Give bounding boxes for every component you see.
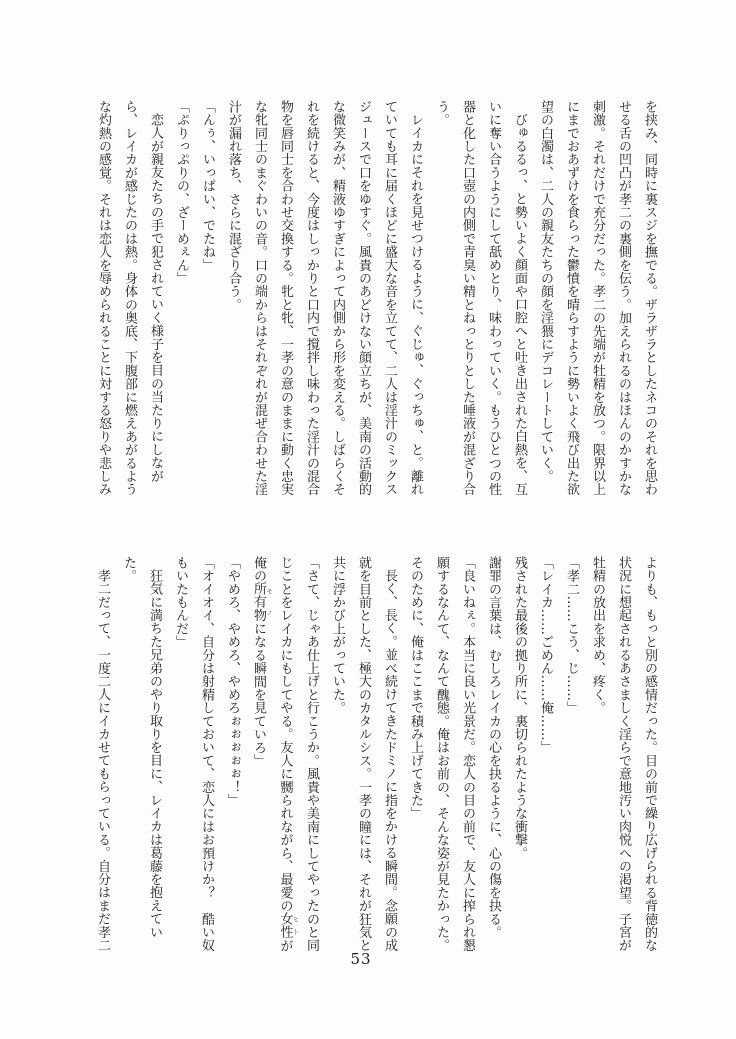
text-column: 願するなんて、なんて醜態。俺はお前の、そんな姿が見たかった。 [434,556,449,952]
text-column: 「やめろ、やめろ、やめろぉぉぉぉぉ！」 [225,556,240,807]
text-column: 「孝二……こう、じ……」 [564,556,579,715]
page-number: 53 [350,950,372,968]
text-column: 「ぷりっぷりの、ざーめぇん」 [174,100,189,285]
text-column: せる舌の凹凸が孝二の裏側を伝う。加えられるのはほんのかすかな [616,100,631,496]
text-column: ジュースで口をゆすぐ。風貴のあどけない顔立ちが、美南の活動的 [356,100,371,496]
text-column: 汁が漏れ落ち、さらに混ざり合う。 [226,100,241,312]
text-block-top [90,100,662,506]
text-column: 「良いねぇ。本当に良い光景だ。恋人の目の前で、友人に搾られ懇 [460,556,475,952]
text-column: よりも、もっと別の感情だった。目の前で繰り広げられる背徳的な [642,556,657,952]
text-column: 刺激。それだけで充分だった。孝二の先端が牡精を放つ。限界以上 [590,100,605,496]
text-column: う。 [434,100,449,127]
text-column: いに奪い合うようにして舐めとり、味わっていく。もうひとつの性 [486,100,501,496]
text-column: な微笑みが、精液ゆすぎによって内側から形を変える。しばらくそ [330,100,345,496]
text-column: 共に浮かび上がっていた。 [330,556,345,715]
text-column: じことをレイカにもしてやる。友人に嬲られながら、最愛の女性 ヒトが [277,556,299,953]
text-column: 謝罪の言葉は、むしろレイカの心を抉るように、心の傷を抉る。 [486,556,501,939]
ruby-annotated-word: 所有物 モノ [251,582,272,623]
text-column: 器と化した口壺の内側で青臭い精とねっとりとした唾液が混ざり合 [460,100,475,496]
text-column: にまでおあずけを食らった鬱憤を晴らすように勢いよく飛び出た欲 [564,100,579,496]
text-block-bottom [89,556,662,962]
text-column: な灼熱の感覚。それは恋人を辱められることに対する怒りや悲しみ [96,100,111,496]
text-column: びゅるるっ、と勢いよく顔面や口腔へと吐き出された白熱を、互 [512,113,527,496]
ruby-annotated-word: 女性 ヒト [277,912,299,939]
text-column: 就を目前とした、極大のカタルシス。一孝の瞳には、それが狂気と [356,556,371,952]
text-column: 孝二だって、一度二人にイカせてもらっている。自分はまだ孝二 [95,569,110,952]
text-column: た。 [121,556,136,583]
text-column: 状況に想起されるあさましく淫らで意地汚い肉悦への渇望。子宮が [616,556,631,952]
text-column: 「んぅ、いっぱい、でたね」 [200,100,215,272]
text-column: 「レイカ……ごめん……俺……」 [538,556,553,754]
text-column: 「さて、じゃあ仕上げと行こうか。風貴や美南にしてやったのと同 [304,556,319,952]
text-column: れを続けると、今度はしっかりと口内で撹拌し味わった淫汁の混合 [304,100,319,496]
text-column: 残された最後の拠り所に、裏切られたような衝撃。 [512,556,527,860]
text-column: 長く、長く。並べ続けてきたドミノに指をかける瞬間。念願の成 [382,569,397,952]
text-column: 狂気に満ちた兄弟のやり取りを目に、レイカは葛藤を抱えてい [147,569,162,939]
text-column: を挟み、同時に裏スジを撫でる。ザラザラとしたネコのそれを思わ [642,100,657,496]
text-column: そのために、俺はここまで積み上げてきた」 [408,556,423,820]
text-column: な牝同士のまぐわいの音。口の端からはそれぞれが混ぜ合わせた淫 [252,100,267,496]
text-column: 恋人が親友たちの手で犯されていく様子を目の当たりにしなが [148,113,163,483]
text-column: 望の白濁は、二人の親友たちの顔を淫猥にデコレートしていく。 [538,100,553,483]
text-column: ていても耳に届くほどに盛大な音を立てて、二人は淫汁のミックス [382,100,397,496]
text-column: 物を唇同士を合わせ交換する。牝と牝、一孝の意のままに動く忠実 [278,100,293,496]
text-column: 俺の所有物 モノになる瞬間を見ていろ」 [251,556,272,768]
text-column: 牡精の放出を求め、疼く。 [590,556,605,715]
text-column: もいたもんだ」 [173,556,188,649]
text-column: ら、レイカが感じたのは熱。身体の奥底、下腹部に燃えあがるよう [122,100,137,496]
text-column: 「オイオイ、自分は射精しておいて、恋人にはお預けか？ 酷い奴 [199,556,214,952]
text-column: レイカにそれを見せつけるように、ぐじゅ、ぐっちゅ、と。離れ [408,113,423,496]
